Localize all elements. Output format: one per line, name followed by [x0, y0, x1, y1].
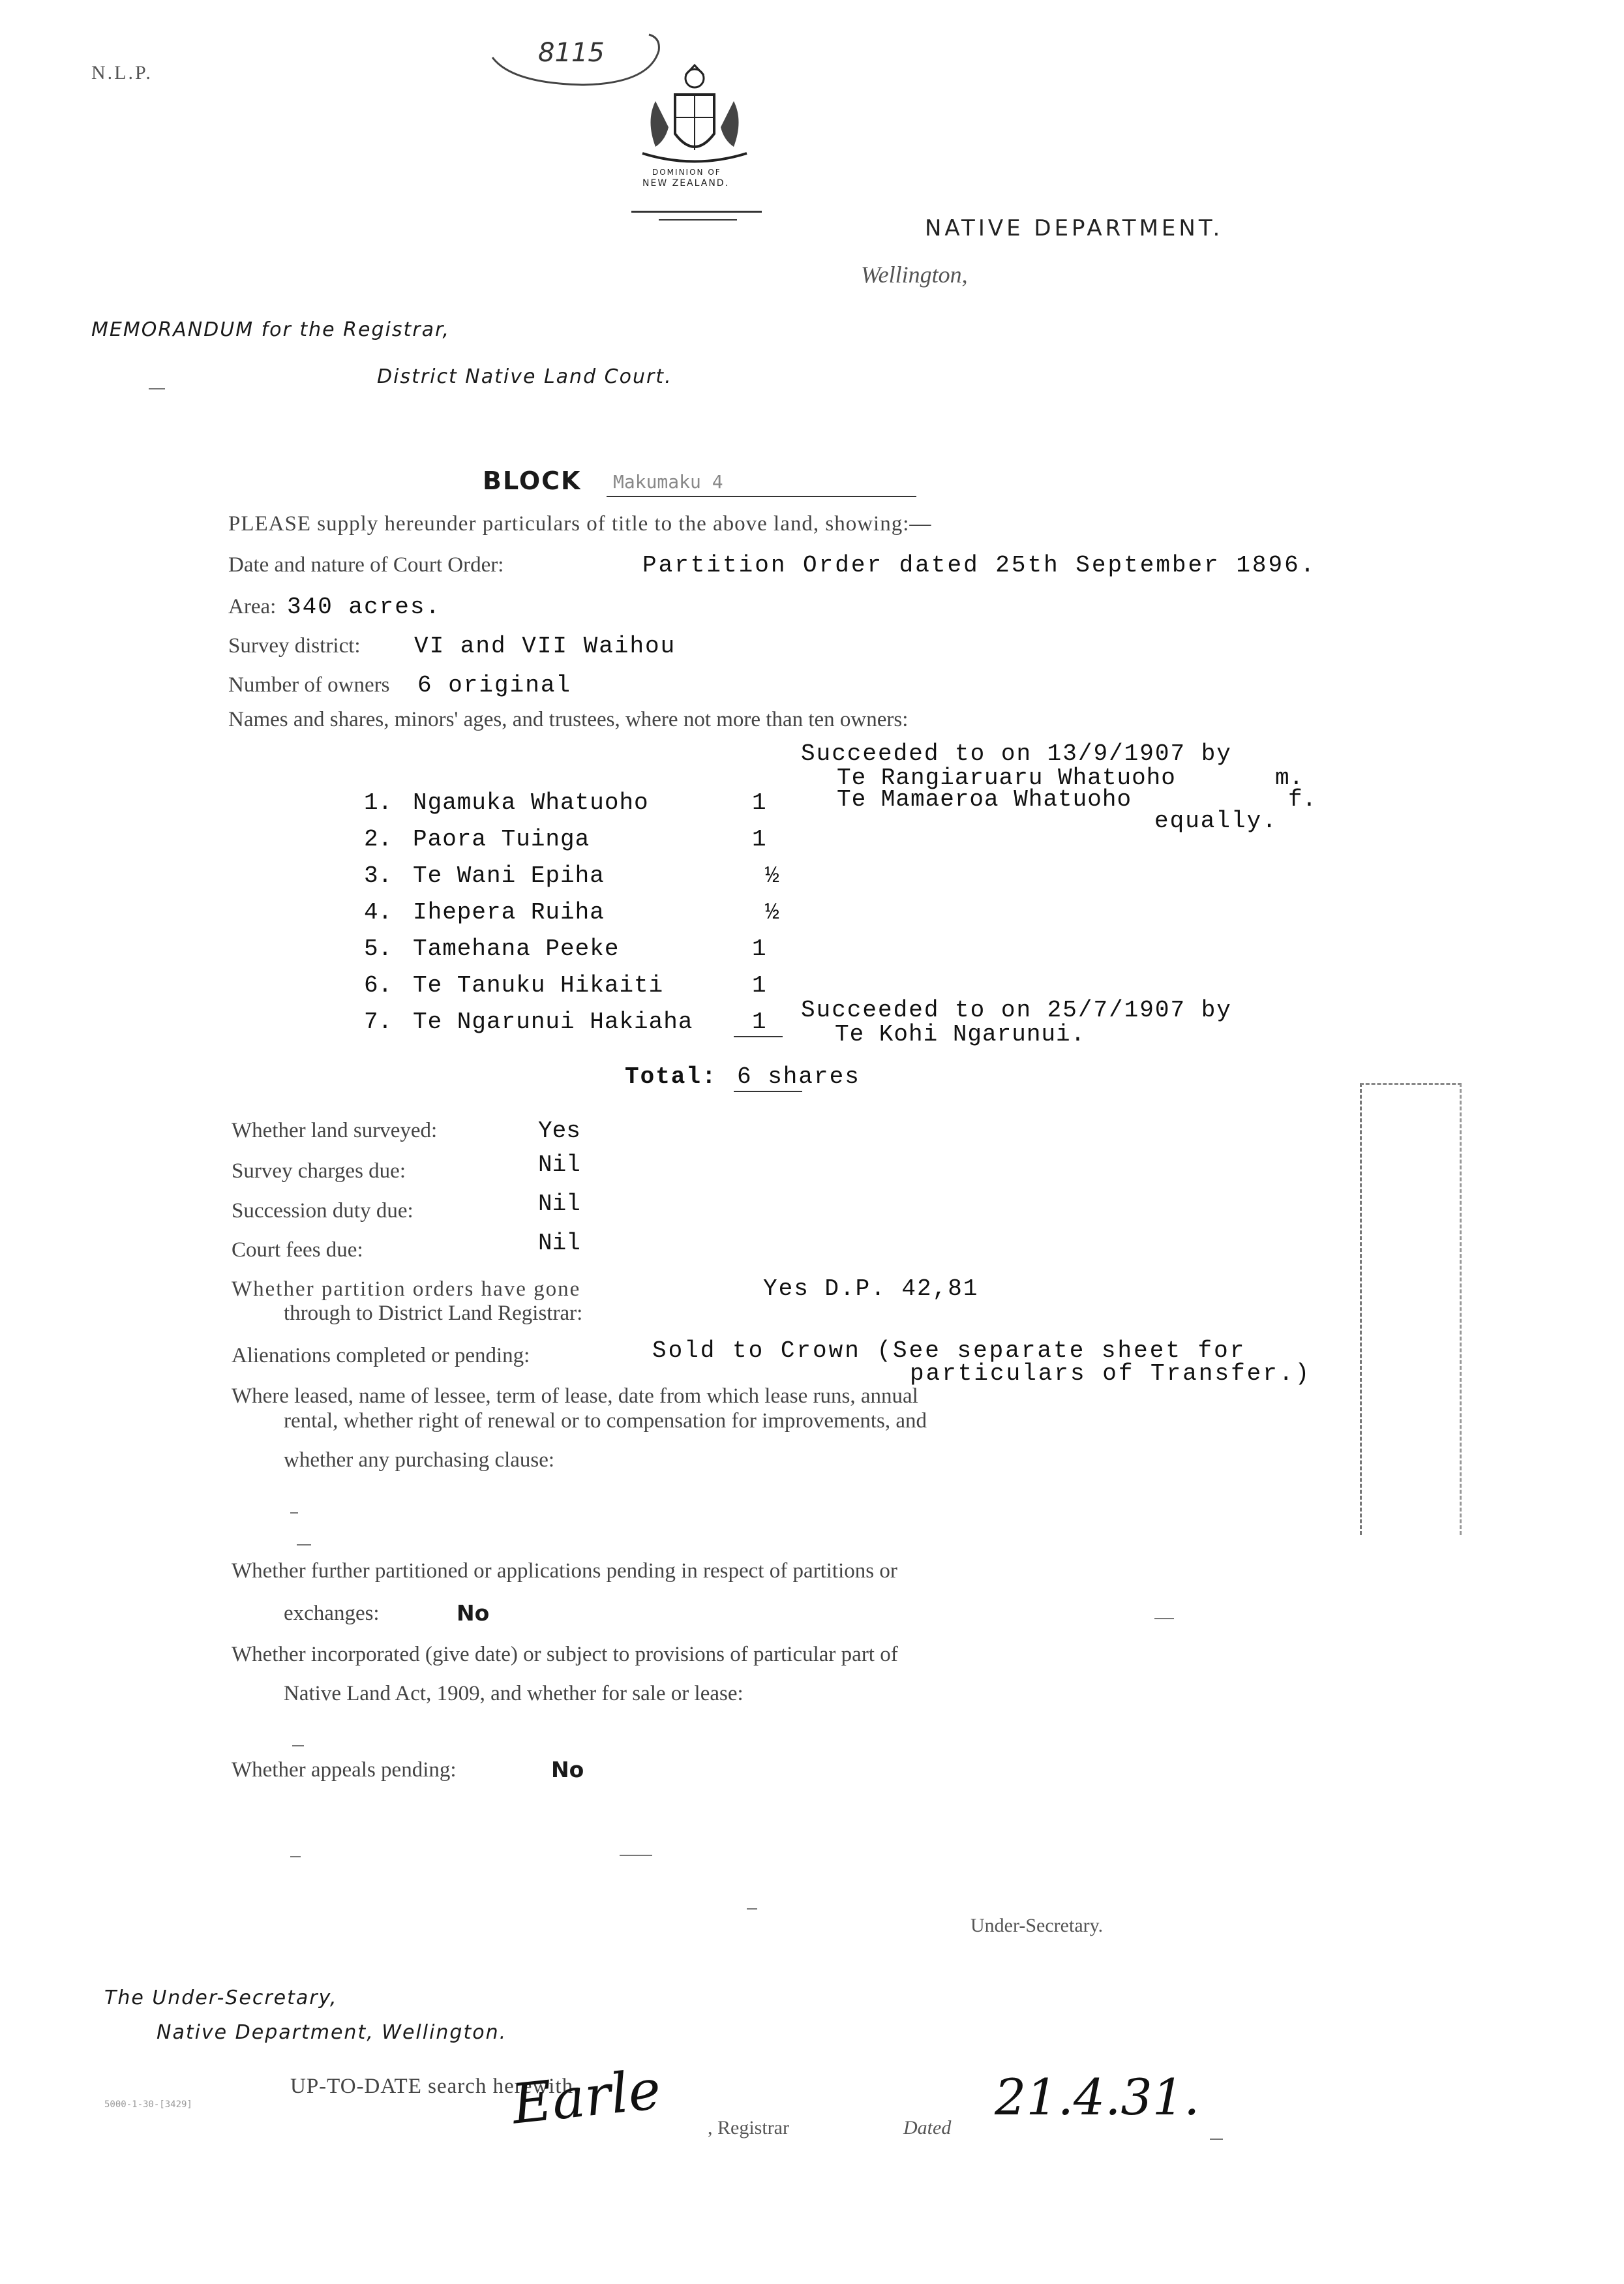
incorporated-label-2: Native Land Act, 1909, and whether for sale or lease:	[284, 1682, 744, 1705]
further-partition-label-1: Whether further partitioned or applications pending in respect of partitions or	[232, 1559, 897, 1583]
owner-name: Ihepera Ruiha	[413, 899, 605, 926]
crest-underline	[631, 211, 762, 213]
owner-num: 5.	[364, 936, 393, 962]
form-intro: PLEASE supply hereunder particulars of title to the above land, showing:—	[228, 512, 932, 536]
owner-num: 3.	[364, 862, 393, 889]
blank-dash	[297, 1544, 311, 1546]
owner-share: 1	[752, 936, 766, 962]
court-order-label: Date and nature of Court Order:	[228, 553, 504, 577]
owners-value: 6 original	[417, 672, 572, 699]
further-partition-value: No	[457, 1600, 490, 1626]
survey-charges-label: Survey charges due:	[232, 1159, 406, 1183]
alienations-label: Alienations completed or pending:	[232, 1344, 530, 1367]
crest-caption-1: DOMINION OF	[652, 168, 721, 177]
owner-num: 1.	[364, 789, 393, 816]
reference-code: N.L.P.	[91, 62, 153, 84]
owner-name: Te Wani Epiha	[413, 862, 605, 889]
address-line-2: Native Department, Wellington.	[157, 2021, 507, 2044]
succession-top-line-1: Succeeded to on 13/9/1907 by	[801, 740, 1232, 767]
total-label: Total:	[625, 1063, 717, 1090]
blank-dash	[747, 1908, 757, 1910]
succession-top-line-3: Te Mamaeroa Whatuoho	[837, 786, 1132, 813]
owners-label: Number of owners	[228, 673, 390, 697]
share-underline	[734, 1036, 783, 1037]
address-line-1: The Under-Secretary,	[104, 1987, 338, 2009]
owner-num: 2.	[364, 826, 393, 853]
area-label: Area:	[228, 595, 277, 618]
owner-share: 1	[752, 972, 766, 999]
dated-value: 21.4.31.	[995, 2068, 1200, 2126]
court-order-value: Partition Order dated 25th September 1896.	[642, 552, 1317, 579]
owner-row-5	[364, 936, 820, 972]
succession-duty-label: Succession duty due:	[232, 1199, 414, 1223]
owner-row-1	[364, 789, 820, 826]
survey-charges-value: Nil	[538, 1151, 580, 1178]
registrar-label: , Registrar	[708, 2117, 789, 2139]
appeals-value: No	[551, 1757, 584, 1782]
owner-row-2	[364, 826, 820, 862]
blank-dash	[1154, 1618, 1174, 1619]
blank-dash	[620, 1855, 652, 1856]
under-secretary-label: Under-Secretary.	[970, 1915, 1104, 1936]
owner-share: 1	[752, 1009, 766, 1035]
owner-name: Te Ngarunui Hakiaha	[413, 1009, 693, 1035]
coat-of-arms	[629, 62, 760, 189]
owner-name: Paora Tuinga	[413, 826, 590, 853]
owner-name: Tamehana Peeke	[413, 936, 620, 962]
survey-district-value: VI and VII Waihou	[414, 633, 676, 660]
succession-top-line-3-suffix: f.	[1288, 786, 1317, 813]
owner-name: Te Tanuku Hikaiti	[413, 972, 664, 999]
succession-top-line-4: equally.	[1154, 808, 1278, 834]
blank-dash	[290, 1512, 298, 1514]
survey-district-label: Survey district:	[228, 634, 361, 658]
memo-line-2: District Native Land Court.	[377, 365, 672, 388]
owner-row-7	[364, 1009, 820, 1045]
total-value: 6 shares	[737, 1063, 860, 1090]
owner-share: 1	[752, 789, 766, 816]
block-name-underline	[607, 496, 916, 497]
court-fees-value: Nil	[538, 1230, 580, 1256]
signature: Earle	[509, 2057, 664, 2137]
owner-share: ½	[765, 862, 779, 889]
surveyed-value: Yes	[538, 1118, 580, 1144]
owner-row-6	[364, 972, 820, 1009]
partition-label-1: Whether partition orders have gone	[232, 1277, 581, 1301]
owner-num: 4.	[364, 899, 393, 926]
department-name: NATIVE DEPARTMENT.	[925, 215, 1224, 241]
place-name: Wellington,	[861, 262, 968, 288]
surveyed-label: Whether land surveyed:	[232, 1119, 438, 1142]
crest-underline-2	[659, 219, 737, 221]
succession-top-line-2: Te Rangiaruaru Whatuoho	[837, 765, 1176, 791]
names-label: Names and shares, minors' ages, and trustees, where not more than ten owners:	[228, 708, 909, 731]
court-fees-label: Court fees due:	[232, 1238, 363, 1262]
partition-label-2: through to District Land Registrar:	[284, 1302, 583, 1325]
succession-bottom-line-2: Te Kohi Ngarunui.	[835, 1021, 1086, 1048]
block-name: Makumaku 4	[613, 471, 723, 493]
succession-top-line-2-suffix: m.	[1275, 765, 1304, 791]
leased-label-2: rental, whether right of renewal or to compensation for improvements, and	[284, 1409, 927, 1433]
blank-dash	[292, 1745, 304, 1746]
area-value: 340 acres.	[287, 594, 442, 620]
total-underline	[734, 1091, 802, 1092]
owner-name: Ngamuka Whatuoho	[413, 789, 649, 816]
appeals-label: Whether appeals pending:	[232, 1758, 457, 1782]
blank-dash	[290, 1856, 301, 1857]
owner-share: ½	[765, 899, 779, 926]
owner-num: 7.	[364, 1009, 393, 1035]
succession-bottom-line-1: Succeeded to on 25/7/1907 by	[801, 997, 1232, 1024]
stamp-number: 8115	[538, 38, 605, 68]
owner-row-4	[364, 899, 820, 936]
owner-num: 6.	[364, 972, 393, 999]
print-code: 5000-1-30-[3429]	[104, 2099, 192, 2110]
memo-dash	[149, 388, 165, 389]
succession-duty-value: Nil	[538, 1191, 580, 1217]
alienations-value-1: Sold to Crown (See separate sheet for	[652, 1337, 1246, 1364]
crest-caption-2: NEW ZEALAND.	[642, 178, 730, 189]
search-text: UP-TO-DATE search herewith.	[290, 2075, 580, 2098]
block-label: BLOCK	[483, 466, 582, 495]
partition-value: Yes D.P. 42,81	[763, 1275, 979, 1302]
incorporated-label-1: Whether incorporated (give date) or subject to provisions of particular part of	[232, 1643, 898, 1666]
dated-label: Dated	[903, 2117, 952, 2139]
leased-label-1: Where leased, name of lessee, term of lease, date from which lease runs, annual	[232, 1384, 918, 1408]
further-partition-label-2: exchanges:	[284, 1602, 380, 1625]
owner-row-3	[364, 862, 820, 899]
leased-label-3: whether any purchasing clause:	[284, 1448, 555, 1472]
margin-strip	[1360, 1083, 1462, 1535]
blank-dash	[1210, 2139, 1223, 2140]
owner-share: 1	[752, 826, 766, 853]
alienations-value-2: particulars of Transfer.)	[910, 1360, 1312, 1387]
owners-list	[364, 789, 820, 1045]
memo-line-1: MEMORANDUM for the Registrar,	[91, 318, 451, 341]
